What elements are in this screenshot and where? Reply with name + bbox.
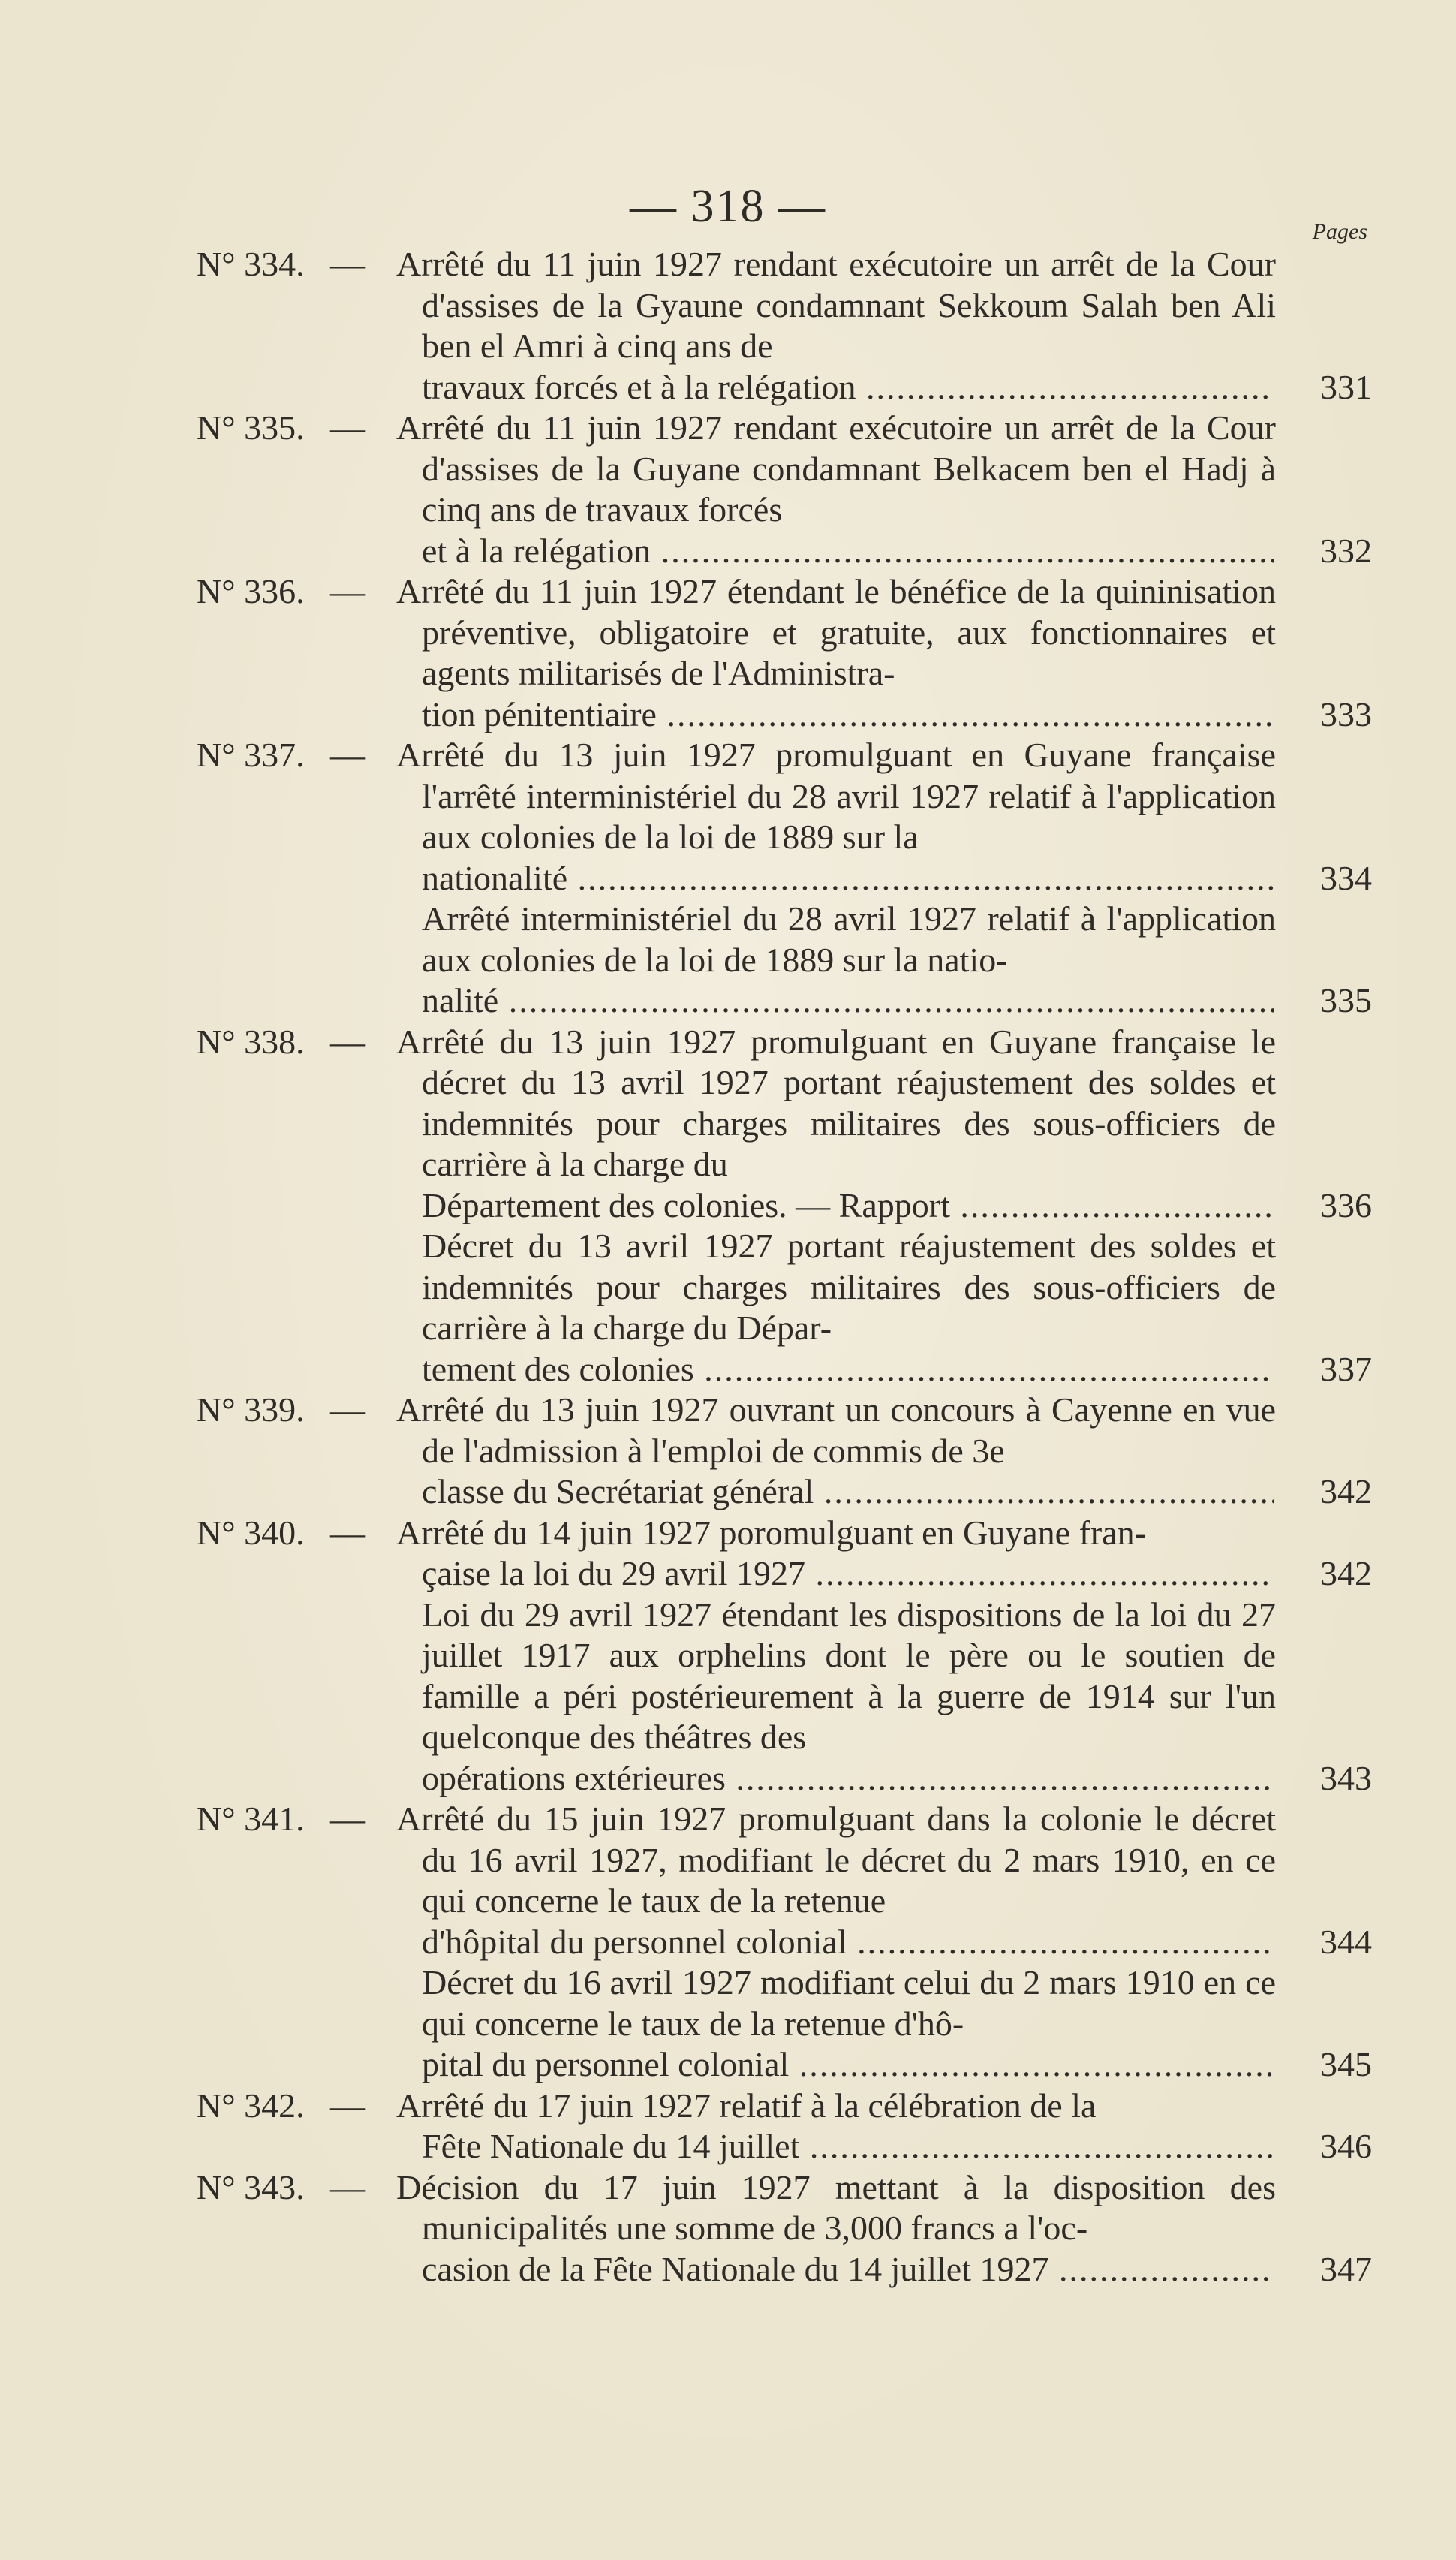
entry-body [396,2167,1372,2290]
page-number: — 318 — [630,181,826,232]
entry-text: Arrêté du 17 juin 1927 relatif à la célébration de la [396,2086,1097,2125]
entry-last-line-text: nationalité ..... [422,858,1274,899]
entry-page-number: 344 [1320,1922,1372,1961]
entry-last-line [422,531,1372,572]
entry-dash: — [330,1800,365,1838]
entry-last-line-text: casion de la Fête Nationale du 14 juillet 1927 ..... [422,2249,1274,2290]
entry-text: Arrêté du 13 juin 1927 ouvrant un concours à Cayenne en vue de l'admission à l'emploi de commis de 3e [396,1390,1276,1470]
entry-last-line-text: çaise la loi du 29 avril 1927 ..... [422,1553,1274,1595]
toc-entry [0,1799,1456,2086]
sub-item-last-line [422,2044,1372,2086]
entry-page-number: 333 [1320,694,1372,733]
pages-column-label: Pages [1312,219,1367,244]
entry-sub-item [396,1595,1372,1800]
entry-page-number: 347 [1320,2249,1372,2288]
entry-body [396,2086,1372,2167]
sub-item-last-line-text: tement des colonies ..... [422,1349,1274,1390]
toc-entry [0,1390,1456,1513]
entry-last-line [422,367,1372,408]
entry-number: N° 336. [197,572,305,610]
sub-item-page-number: 343 [1320,1758,1372,1797]
entry-last-line-text: tion pénitentiaire ..... [422,694,1274,736]
toc-entry [0,1513,1456,1800]
entry-number: N° 337. [197,736,305,774]
entry-number: N° 339. [197,1390,305,1429]
entry-number: N° 343. [197,2167,305,2206]
entry-page-number: 342 [1320,1472,1372,1510]
entry-text: Arrêté du 11 juin 1927 rendant exécutoire un arrêt de la Cour d'assises de la Gyaune condamnant Sekkoum Salah ben Ali ben el Amri à cinq ans de [396,245,1276,365]
sub-item-last-line [422,980,1372,1022]
entry-dash: — [330,1390,365,1429]
entry-number: N° 340. [197,1513,305,1552]
entry-last-line [422,1185,1372,1227]
entry-number: N° 341. [197,1800,305,1838]
entry-body [396,1799,1372,1962]
entry-page-number: 342 [1320,1554,1372,1592]
sub-item-text: Loi du 29 avril 1927 étendant les dispositions de la loi du 27 juillet 1917 aux orphelins dont le père ou le soutien de famille a péri postérieurement à la guerre de 1914 sur l'un quelconque des théâtres des [422,1595,1276,1756]
entry-last-line [422,2249,1372,2290]
entry-text: Arrêté du 11 juin 1927 étendant le bénéfice de la quininisation préventive, obligatoire et gratuite, aux fonctionnaires et agents militarisés de l'Administra- [396,572,1276,692]
sub-item-last-line [422,1758,1372,1800]
entry-number: N° 335. [197,408,305,447]
entry-last-line [422,694,1372,736]
entry-body [396,408,1372,571]
entry-page-number: 332 [1320,531,1372,570]
sub-item-last-line-text: opérations extérieures ..... [422,1758,1274,1800]
entry-last-line-text: Fête Nationale du 14 juillet ..... [422,2126,1274,2167]
entry-page-number: 334 [1320,858,1372,897]
sub-item-last-line [422,1349,1372,1390]
entry-sub-item [396,1962,1372,2086]
toc-entry [0,571,1456,735]
sub-item-page-number: 345 [1320,2045,1372,2083]
entry-body [396,571,1372,735]
entry-body [396,1390,1372,1513]
toc-entry [0,244,1456,408]
entry-last-line [422,858,1372,899]
entry-last-line [422,2126,1372,2167]
sub-item-last-line-text: pital du personnel colonial ..... [422,2044,1274,2086]
entry-dash: — [330,1022,365,1061]
sub-item-page-number: 335 [1320,981,1372,1019]
toc-entry [0,735,1456,1022]
entry-page-number: 331 [1320,367,1372,406]
sub-item-page-number: 337 [1320,1349,1372,1388]
entry-body [396,735,1372,899]
sub-item-text: Arrêté interministériel du 28 avril 1927 relatif à l'application aux colonies de la loi de 1889 sur la natio- [422,899,1276,979]
entry-text: Décision du 17 juin 1927 mettant à la disposition des municipalités une somme de 3,000 francs a l'oc- [396,2167,1276,2247]
sub-item-text: Décret du 13 avril 1927 portant réajustement des soldes et indemnités pour charges militaires des sous-officiers de carrière à la charge du Dépar- [422,1227,1276,1347]
entry-page-number: 346 [1320,2127,1372,2165]
entry-dash: — [330,2086,365,2125]
table-of-contents [0,244,1456,2290]
toc-entry [0,2167,1456,2290]
entry-last-line-text: Département des colonies. — Rapport ..... [422,1185,1274,1227]
entry-dash: — [330,408,365,447]
entry-dash: — [330,1513,365,1552]
sub-item-text: Décret du 16 avril 1927 modifiant celui du 2 mars 1910 en ce qui concerne le taux de la retenue d'hô- [422,1963,1276,2043]
entry-last-line [422,1471,1372,1513]
toc-entry [0,2086,1456,2167]
entry-dash: — [330,245,365,283]
entry-body [396,244,1372,408]
entry-body [396,1022,1372,1227]
entry-dash: — [330,736,365,774]
entry-body [396,1513,1372,1595]
entry-number: N° 338. [197,1022,305,1061]
entry-text: Arrêté du 13 juin 1927 promulguant en Guyane française le décret du 13 avril 1927 portant réajustement des soldes et indemnités pour charges militaires des sous-officiers de carrière à la charge du [396,1022,1276,1183]
entry-sub-item [396,899,1372,1022]
entry-dash: — [330,572,365,610]
entry-last-line-text: classe du Secrétariat général ..... [422,1471,1274,1513]
entry-last-line [422,1922,1372,1963]
sub-item-last-line-text: nalité ..... [422,980,1274,1022]
toc-entry [0,1022,1456,1390]
entry-last-line-text: et à la relégation ..... [422,531,1274,572]
toc-entry [0,408,1456,571]
entry-text: Arrêté du 13 juin 1927 promulguant en Guyane française l'arrêté interministériel du 28 avril 1927 relatif à l'application aux colonies de la loi de 1889 sur la [396,736,1276,856]
entry-dash: — [330,2167,365,2206]
entry-last-line [422,1553,1372,1595]
entry-number: N° 342. [197,2086,305,2125]
entry-page-number: 336 [1320,1185,1372,1224]
entry-last-line-text: d'hôpital du personnel colonial ..... [422,1922,1274,1963]
entry-last-line-text: travaux forcés et à la relégation ..... [422,367,1274,408]
entry-text: Arrêté du 15 juin 1927 promulguant dans la colonie le décret du 16 avril 1927, modifiant le décret du 2 mars 1910, en ce qui concerne le taux de la retenue [396,1800,1276,1920]
entry-sub-item [396,1226,1372,1390]
entry-number: N° 334. [197,245,305,283]
entry-text: Arrêté du 14 juin 1927 poromulguant en Guyane fran- [396,1513,1146,1552]
entry-text: Arrêté du 11 juin 1927 rendant exécutoire un arrêt de la Cour d'assises de la Guyane condamnant Belkacem ben el Hadj à cinq ans de travaux forcés [396,408,1276,529]
